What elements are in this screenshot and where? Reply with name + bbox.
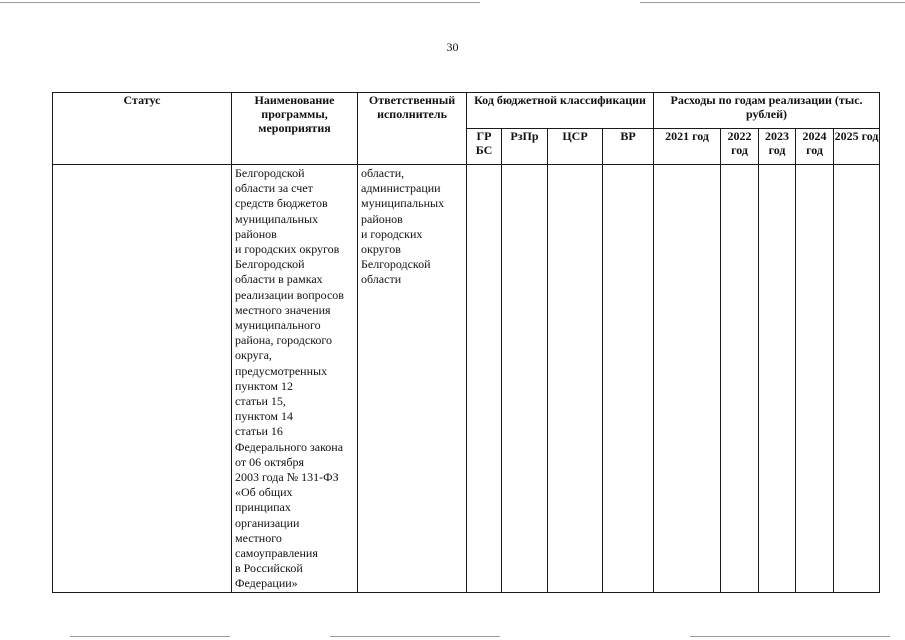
- executor-line: области,: [361, 166, 405, 180]
- cell-program-name: [232, 165, 358, 593]
- header-program-name: Наименование программы, мероприятия: [232, 93, 358, 165]
- executor-line: муниципальных: [361, 196, 445, 211]
- cell-code-vr: [603, 165, 654, 593]
- cell-status: [53, 165, 232, 593]
- executor-text: [358, 165, 466, 288]
- page-number: 30: [446, 40, 459, 54]
- program-name-line: района, городского: [235, 333, 333, 348]
- executor-line: области: [361, 272, 402, 287]
- program-name-line: области за счет: [235, 181, 313, 196]
- executor-line: районов: [361, 211, 403, 226]
- header-year-2022: 2022 год: [721, 129, 759, 165]
- cell-code-grbs: [467, 165, 502, 593]
- cell-year-2021: [654, 165, 721, 593]
- header-year-2021: 2021 год: [654, 129, 721, 165]
- header-code-rzpr: РзПр: [502, 129, 548, 165]
- program-name-line: местного значения: [235, 302, 331, 317]
- program-name-line: пунктом 14: [235, 409, 293, 424]
- header-code-vr: ВР: [603, 129, 654, 165]
- scan-artifact-bottom-left: [70, 636, 230, 637]
- header-expenses-group: Расходы по годам реализации (тыс. рублей): [654, 93, 880, 129]
- cell-year-2024: [796, 165, 834, 593]
- executor-line: и городских: [361, 226, 423, 241]
- cell-year-2023: [759, 165, 796, 593]
- budget-table: [52, 92, 880, 593]
- program-name-line: от 06 октября: [235, 454, 304, 469]
- program-name-line: районов: [235, 226, 277, 241]
- program-name-line: и городских округов: [235, 242, 340, 257]
- program-name-line: статьи 16: [235, 424, 283, 439]
- cell-year-2025: [834, 165, 880, 593]
- scan-artifact-top-left: [0, 2, 480, 3]
- program-name-line: 2003 года № 131-ФЗ: [235, 470, 339, 485]
- program-name-line: в Российской: [235, 561, 303, 576]
- executor-line: Белгородской: [361, 257, 431, 272]
- header-year-2025: 2025 год: [834, 129, 880, 165]
- program-name-line: предусмотренных: [235, 363, 328, 378]
- program-name-line: области в рамках: [235, 272, 323, 287]
- table-row: [53, 165, 880, 593]
- cell-code-rzpr: [502, 165, 548, 593]
- program-name-line: Федерации»: [235, 576, 298, 591]
- program-name-text: [232, 165, 357, 592]
- program-name-line: «Об общих: [235, 485, 293, 500]
- header-year-2023: 2023 год: [759, 129, 796, 165]
- program-name-line: принципах: [235, 500, 291, 515]
- header-year-2024: 2024 год: [796, 129, 834, 165]
- program-name-line: статьи 15,: [235, 394, 286, 409]
- scan-artifact-bottom-right: [690, 636, 890, 637]
- program-name-line: средств бюджетов: [235, 196, 328, 211]
- scan-artifact-bottom-mid: [330, 636, 500, 637]
- scan-artifact-top-right: [640, 2, 905, 3]
- program-name-line: самоуправления: [235, 546, 318, 561]
- cell-executor: [358, 165, 467, 593]
- program-name-line: муниципального: [235, 318, 321, 333]
- executor-line: округов: [361, 242, 401, 257]
- header-budget-code-group: Код бюджетной классификации: [467, 93, 654, 129]
- header-code-csr: ЦСР: [548, 129, 603, 165]
- header-code-grbs: ГР БС: [467, 129, 502, 165]
- program-name-line: Федерального закона: [235, 439, 344, 454]
- cell-year-2022: [721, 165, 759, 593]
- program-name-line: реализации вопросов: [235, 287, 344, 302]
- executor-line: администрации: [361, 181, 441, 196]
- program-name-line: местного: [235, 530, 282, 545]
- program-name-line: пунктом 12: [235, 378, 293, 393]
- program-name-line: Белгородской: [235, 257, 305, 272]
- cell-code-csr: [548, 165, 603, 593]
- program-name-line: Белгородской: [235, 166, 305, 180]
- header-row-1: [53, 93, 880, 129]
- header-executor: Ответственный исполнитель: [358, 93, 467, 165]
- program-name-line: организации: [235, 515, 300, 530]
- program-name-line: округа,: [235, 348, 272, 363]
- header-status: Статус: [53, 93, 232, 165]
- program-name-line: муниципальных: [235, 211, 319, 226]
